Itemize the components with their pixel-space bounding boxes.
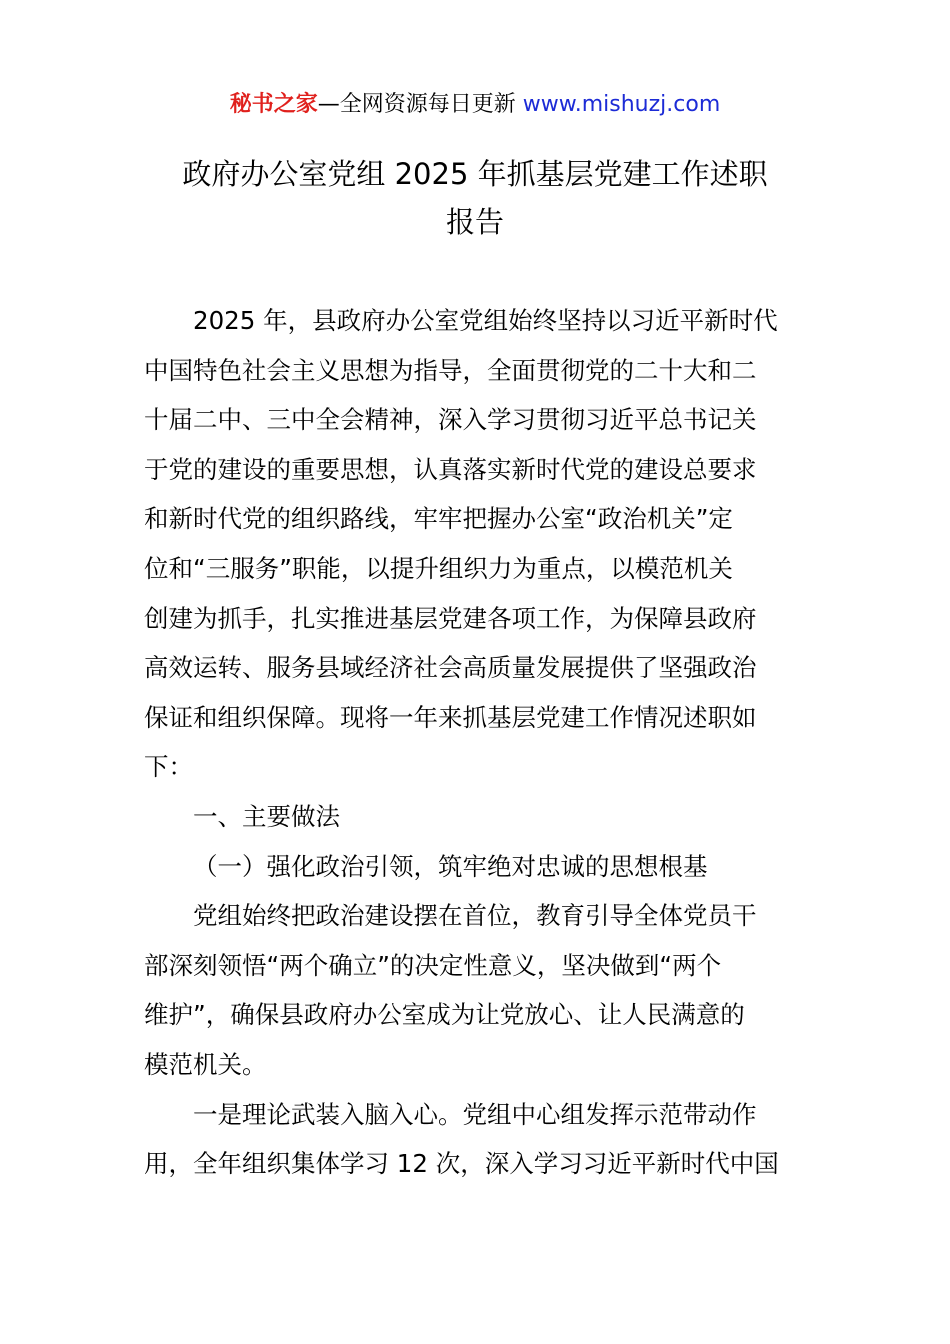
paragraph-line: 维护”，确保县政府办公室成为让党放心、让人民满意的	[144, 1000, 745, 1030]
section-heading	[144, 792, 808, 842]
paragraph-line: 一是理论武装入脑入心。党组中心组发挥示范带动作	[193, 1099, 757, 1129]
title-line-2: 报告	[445, 205, 504, 239]
document-title	[130, 150, 820, 246]
paragraph-line: 十届二中、三中全会精神，深入学习贯彻习近平总书记关	[144, 405, 757, 435]
paragraph-line: 中国特色社会主义思想为指导，全面贯彻党的二十大和二	[144, 355, 757, 385]
paragraph-line: 于党的建设的重要思想，认真落实新时代党的建设总要求	[144, 454, 757, 484]
paragraph-line: 模范机关。	[144, 1049, 267, 1079]
intro-paragraph	[144, 296, 808, 792]
paragraph-line: 用，全年组织集体学习 12 次，深入学习习近平新时代中国	[144, 1149, 779, 1179]
paragraph-line: 保证和组织保障。现将一年来抓基层党建工作情况述职如	[144, 702, 757, 732]
paragraph-line: 下：	[144, 752, 193, 782]
paragraph-line: 部深刻领悟“两个确立”的决定性意义，坚决做到“两个	[144, 950, 722, 980]
site-header	[0, 88, 950, 122]
paragraph-line: 党组始终把政治建设摆在首位，教育引导全体党员干	[193, 901, 757, 931]
site-url-link[interactable]: www.mishuzj.com	[522, 92, 721, 117]
body-paragraph	[144, 891, 808, 1089]
subsection-1-heading: （一）强化政治引领，筑牢绝对忠诚的思想根基	[193, 851, 708, 881]
paragraph-line: 创建为抓手，扎实推进基层党建各项工作，为保障县政府	[144, 603, 757, 633]
section-1-heading: 一、主要做法	[193, 801, 340, 831]
paragraph-line: 位和“三服务”职能，以提升组织力为重点，以模范机关	[144, 553, 733, 583]
site-tagline: —全网资源每日更新	[317, 92, 523, 117]
body-paragraph	[144, 1090, 808, 1189]
paragraph-line: 2025 年，县政府办公室党组始终坚持以习近平新时代	[193, 306, 778, 335]
title-line-1: 政府办公室党组 2025 年抓基层党建工作述职	[182, 157, 768, 191]
paragraph-line: 和新时代党的组织路线，牢牢把握办公室“政治机关”定	[144, 504, 733, 534]
document-body	[144, 296, 808, 1189]
subsection-heading	[144, 842, 808, 892]
paragraph-line: 高效运转、服务县域经济社会高质量发展提供了坚强政治	[144, 653, 757, 683]
site-brand: 秘书之家	[229, 92, 318, 117]
